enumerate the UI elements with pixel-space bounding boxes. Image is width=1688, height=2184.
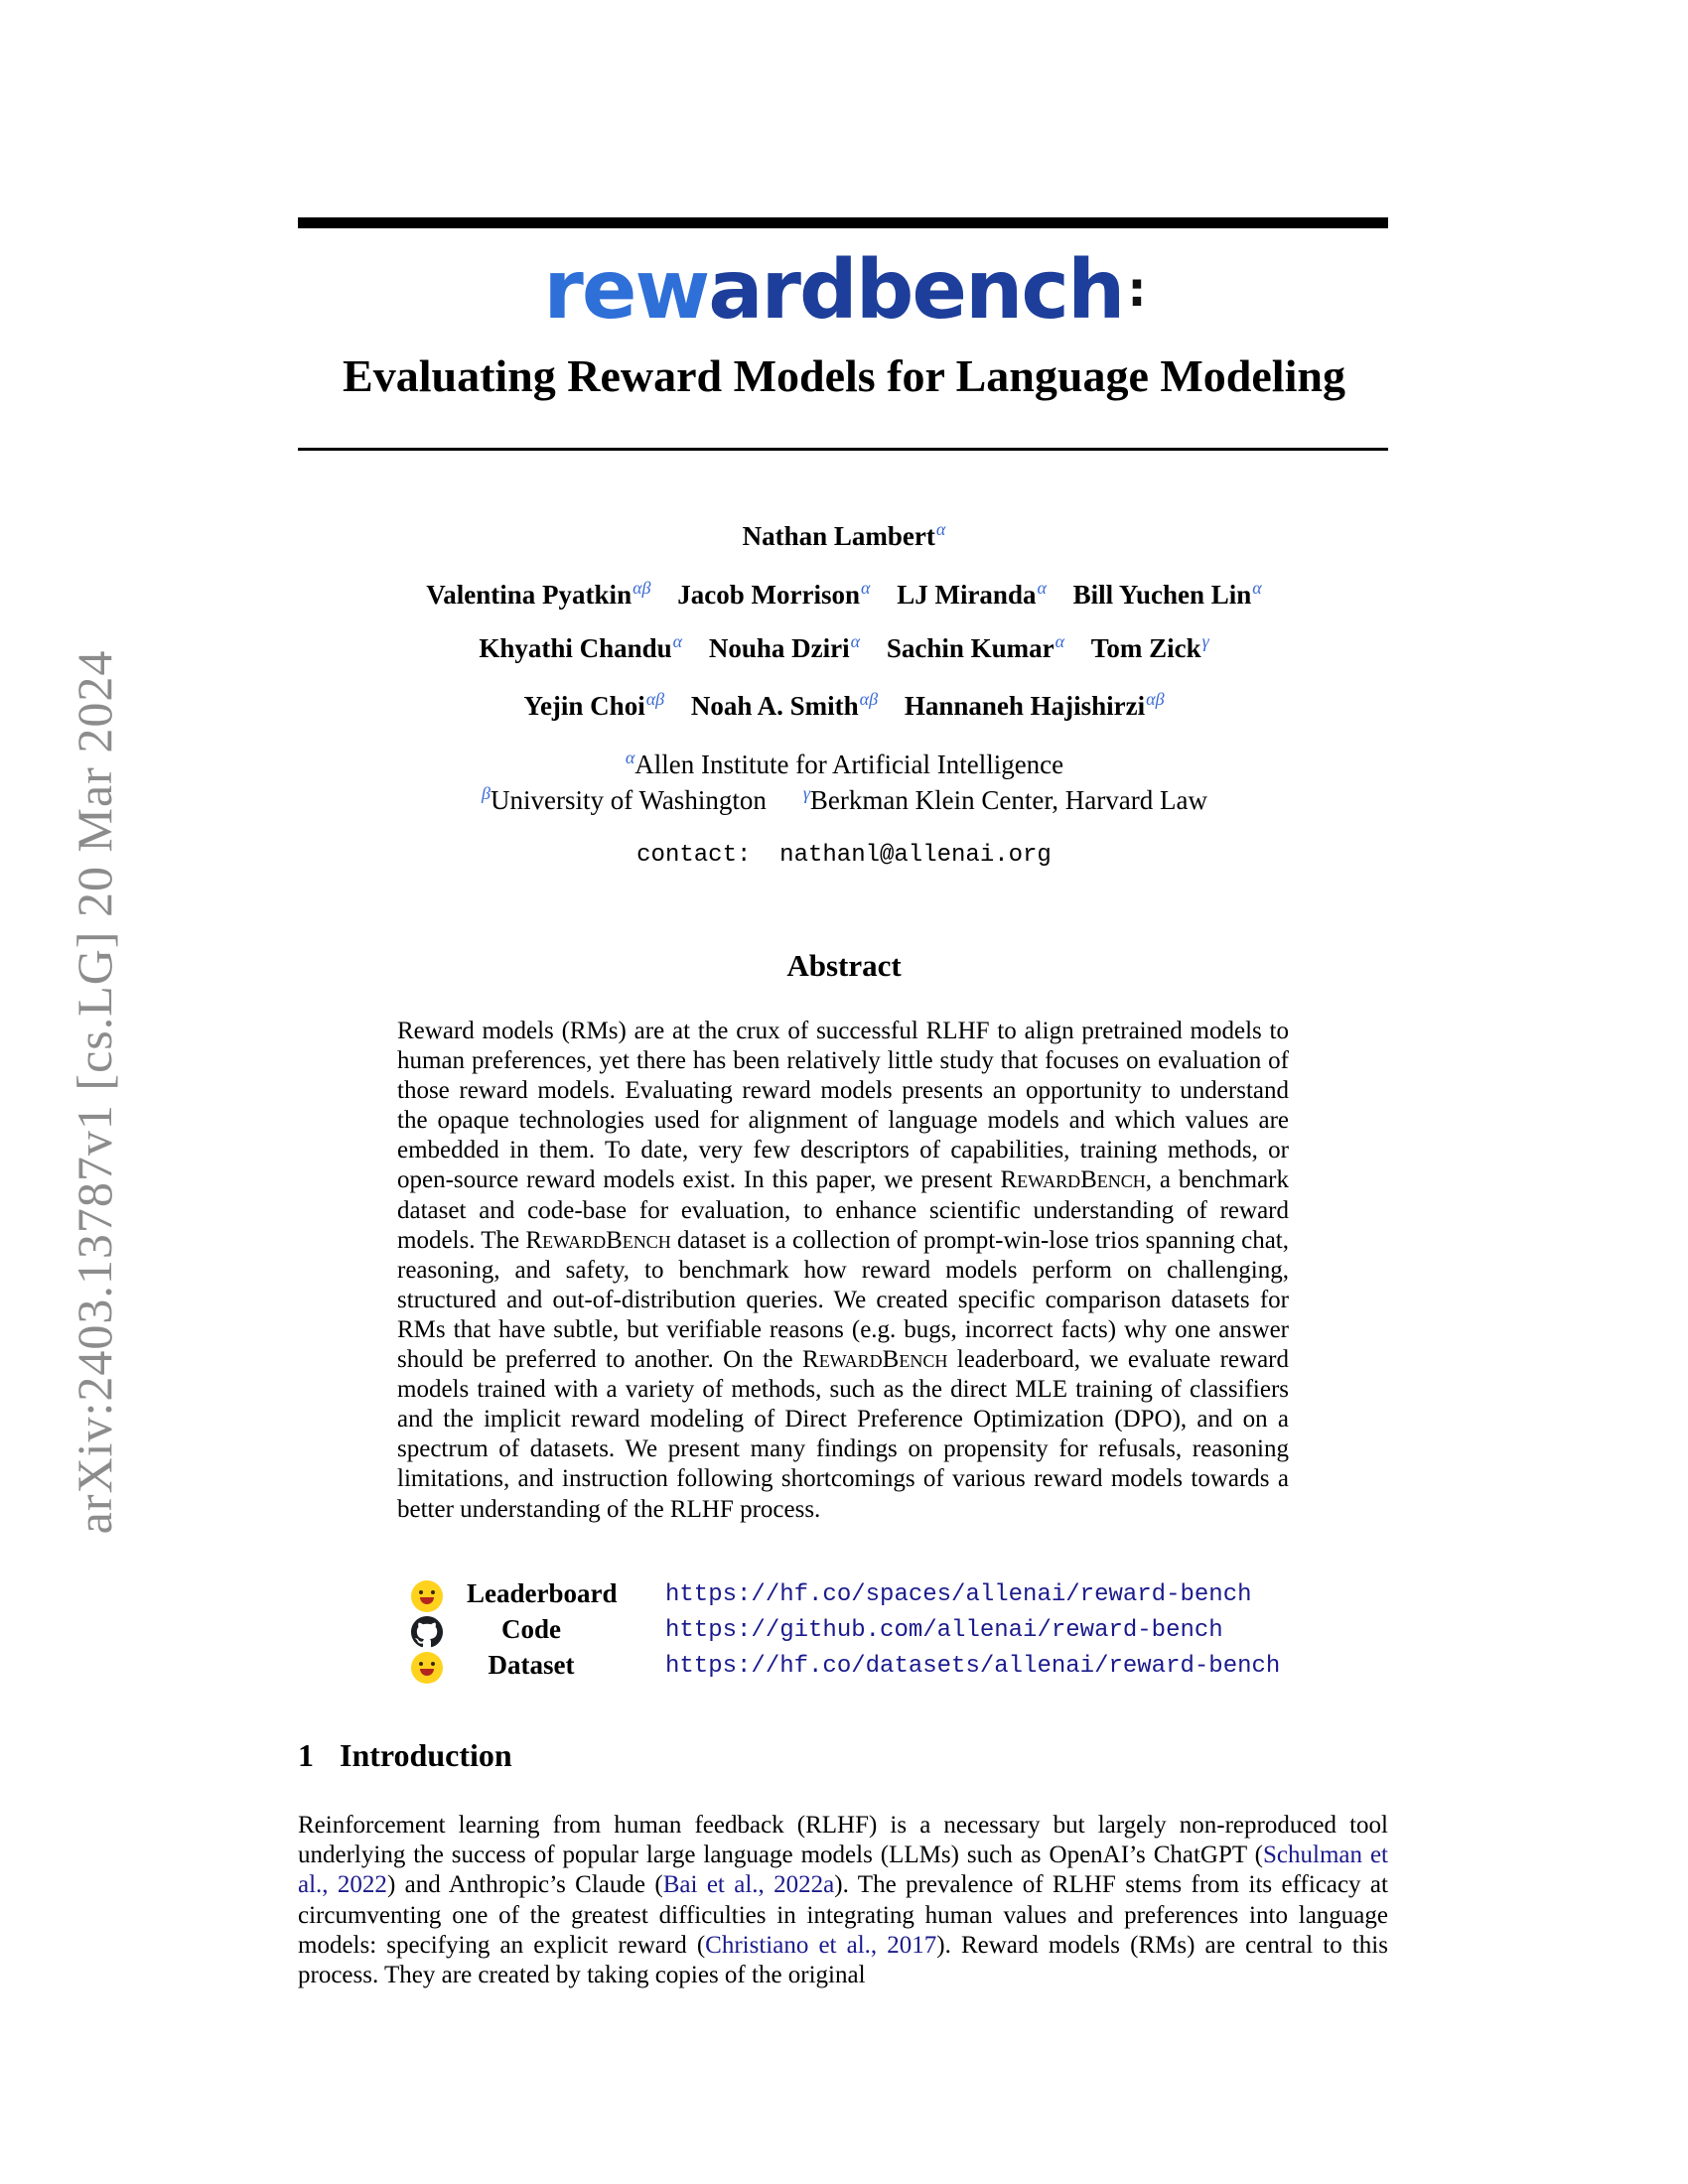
dataset-link[interactable]: https://hf.co/datasets/allenai/reward-bench: [665, 1653, 1281, 1680]
leaderboard-link[interactable]: https://hf.co/spaces/allenai/reward-bench: [665, 1581, 1252, 1608]
author: Nouha Dziri$^\alpha$: [708, 631, 861, 663]
affiliation-line-2: [0, 784, 1688, 816]
abstract-heading: Abstract: [786, 948, 902, 983]
author-line-3: [0, 632, 1688, 664]
citation-link[interactable]: Bai et al., 2022a: [662, 1871, 835, 1899]
huggingface-icon: [411, 1580, 443, 1612]
link-row-code: [397, 1614, 1311, 1650]
author: Bill Yuchen Lin$^\alpha$: [1072, 578, 1262, 610]
author: Valentina Pyatkin$^{\alpha\beta}$: [426, 578, 651, 610]
author: Tom Zick$^\gamma$: [1090, 631, 1209, 663]
citation-link[interactable]: Schulman et al., 2022: [298, 1842, 1389, 1899]
author-line-1: [0, 520, 1688, 552]
author: Hannaneh Hajishirzi$^{\alpha\beta}$: [904, 689, 1165, 721]
introduction-body: Reinforcement learning from human feedback (RLHF) is a necessary but largely non-reproduced tool underlying the success of popular large language models (LLMs) such as OpenAI’s ChatGPT (Schulman et al., 2022) and Anthropic’s Claude (Bai et al., 2022a). The prevalence of RLHF stems from its efficacy at circumventing one of the greatest difficulties in integrating human values and preferences into language models: specifying an explicit reward (Christiano et al., 2017). Reward models (RMs) are central to this process. They are created by taking copies of the original: [298, 1812, 1389, 1989]
author: Sachin Kumar$^\alpha$: [886, 631, 1065, 663]
affiliation-line-1: [0, 749, 1688, 780]
link-label: Code: [501, 1614, 561, 1644]
abstract-body: Reward models (RMs) are at the crux of successful RLHF to align pretrained models to human preferences, yet there has been relatively little study that focuses on evaluation of those reward models. Evaluating reward models presents an opportunity to understand the opaque technologies used for alignment of language models and which values are embedded in them. To date, very few descriptors of capabilities, training methods, or open-source reward models exist. In this paper, we present RewardBench, a benchmark dataset and code-base for evaluation, to enhance scientific understanding of reward models. The RewardBench dataset is a collection of prompt-win-lose trios spanning chat, reasoning, and safety, to benchmark how reward models perform on challenging, structured and out-of-distribution queries. We created specific comparison datasets for RMs that have subtle, but verifiable reasons (e.g. bugs, incorrect facts) why one answer should be preferred to another. On the RewardBench leaderboard, we evaluate reward models trained with a variety of methods, such as the direct MLE training of classifiers and the implicit reward modeling of Direct Preference Optimization (DPO), and on a spectrum of datasets. We present many findings on propensity for refusals, reasoning limitations, and instruction following shortcomings of various reward models towards a better understanding of the RLHF process.: [397, 1018, 1289, 1523]
author: Khyathi Chandu$^\alpha$: [479, 631, 683, 663]
affiliation: $^\gamma$Berkman Klein Center, Harvard Law: [802, 783, 1207, 815]
author: LJ Miranda$^\alpha$: [897, 578, 1047, 610]
logo-part-2: ardbench: [708, 243, 1124, 338]
github-icon: [411, 1616, 443, 1648]
author-line-4: [0, 690, 1688, 722]
title-bottom-rule: [298, 448, 1388, 451]
contact-email: contact: nathanl@allenai.org: [636, 842, 1052, 869]
section-heading: 1 Introduction: [298, 1737, 512, 1773]
link-row-dataset: [397, 1650, 1311, 1686]
affiliation: $^\beta$University of Washington: [482, 783, 767, 815]
rewardbench-name: RewardBench: [1000, 1166, 1146, 1194]
logo-colon: :: [1127, 262, 1145, 318]
link-label: Dataset: [488, 1650, 575, 1680]
rewardbench-name: RewardBench: [802, 1346, 948, 1374]
link-label: Leaderboard: [467, 1578, 618, 1608]
rewardbench-logo: [0, 243, 1688, 338]
code-link[interactable]: https://github.com/allenai/reward-bench: [665, 1617, 1223, 1644]
paper-title: Evaluating Reward Models for Language Modeling: [343, 350, 1345, 401]
author: Nathan Lambert$^\alpha$: [742, 519, 946, 551]
huggingface-icon: [411, 1652, 443, 1684]
author-line-2: [0, 579, 1688, 611]
link-row-leaderboard: [397, 1578, 1311, 1614]
author: Noah A. Smith$^{\alpha\beta}$: [690, 689, 879, 721]
author: Yejin Choi$^{\alpha\beta}$: [523, 689, 665, 721]
title-top-rule: [298, 217, 1388, 228]
logo-part-1: rew: [543, 243, 709, 338]
arxiv-identifier-stamp: arXiv:2403.13787v1 [cs.LG] 20 Mar 2024: [67, 649, 122, 1535]
rewardbench-name: RewardBench: [525, 1226, 671, 1254]
citation-link[interactable]: Christiano et al., 2017: [705, 1931, 937, 1959]
affiliation: $^\alpha$Allen Institute for Artificial Intelligence: [625, 748, 1064, 779]
author: Jacob Morrison$^\alpha$: [677, 578, 871, 610]
